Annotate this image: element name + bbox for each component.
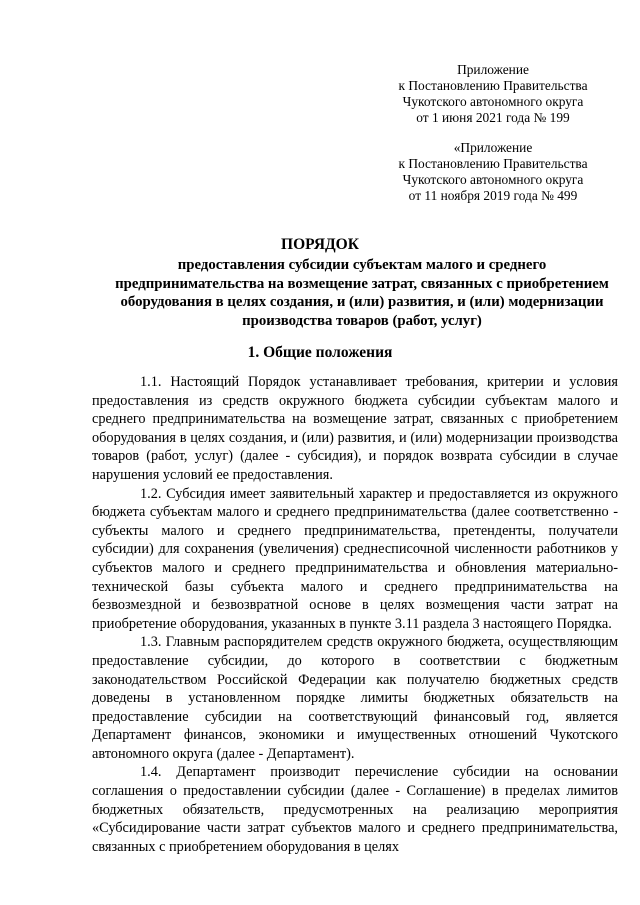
document-title: ПОРЯДОК — [281, 236, 359, 253]
subtitle-line: производства товаров (работ, услуг) — [242, 312, 482, 329]
paragraph-1-4: 1.4. Департамент производит перечисление субсидии на основании соглашения о предоставлении субсидии (далее - Соглашение) в пределах лимитов бюджетных обязательств, предусмотренных на реализацию мероприятия «Субсидирование части затрат субъектов малого и среднего предпринимательства, связанных с приобретением оборудования в целях — [92, 764, 618, 855]
section-heading: 1. Общие положения — [247, 344, 393, 361]
appendix-header-original — [350, 140, 636, 204]
subtitle-line: предпринимательства на возмещение затрат, связанных с приобретением — [115, 275, 609, 292]
subtitle-line: оборудования в целях создания, и (или) развития, и (или) модернизации — [120, 294, 604, 310]
appendix-label: «Приложение — [453, 140, 533, 155]
appendix-date-number: от 1 июня 2021 года № 199 — [416, 110, 570, 125]
subtitle-line: предоставления субсидии субъектам малого и среднего — [177, 257, 547, 273]
appendix-region-line: Чукотского автономного округа — [402, 172, 584, 187]
appendix-resolution-line: к Постановлению Правительства — [398, 156, 588, 171]
appendix-label: Приложение — [457, 62, 529, 77]
appendix-region-line: Чукотского автономного округа — [402, 94, 584, 109]
appendix-resolution-line: к Постановлению Правительства — [398, 78, 588, 93]
document-body — [92, 373, 618, 856]
appendix-date-number: от 11 ноября 2019 года № 499 — [408, 188, 578, 203]
paragraph-1-1: 1.1. Настоящий Порядок устанавливает требования, критерии и условия предоставления из средств окружного бюджета субсидии субъектам малого и среднего предпринимательства на возмещение затрат, связанных с приобретением оборудования в целях создания, и (или) развития, и (или) модернизации производства товаров (работ, услуг) (далее - субсидия), и порядок возврата субсидии в случае нарушения условий ее предоставления. — [92, 374, 618, 483]
appendix-header-current — [350, 62, 636, 126]
document-subtitle — [84, 256, 640, 330]
paragraph-1-2: 1.2. Субсидия имеет заявительный характер и предоставляется из окружного бюджета субъектам малого и среднего предпринимательства (далее соответственно - субъекты малого и среднего предпринимательства, претенденты, получатели субсидии) для сохранения (увеличения) среднесписочной численности работников у субъектов малого и среднего предпринимательства и обновления материально-технической базы субъекта малого и среднего предпринимательства на безвозмездной и безвозвратной основе в целях возмещения части затрат на приобретение оборудования, указанных в пункте 3.11 раздела 3 настоящего Порядка. — [92, 485, 618, 632]
paragraph-1-3: 1.3. Главным распорядителем средств окружного бюджета, осуществляющим предоставление субсидии, до которого в соответствии с бюджетным законодательством Российской Федерации как получателю бюджетных средств доведены в установленном порядке лимиты бюджетных обязательств на предоставление субсидии на соответствующий финансовый год, является Департамент финансов, экономики и имущественных отношений Чукотского автономного округа (далее - Департамент). — [92, 634, 618, 762]
